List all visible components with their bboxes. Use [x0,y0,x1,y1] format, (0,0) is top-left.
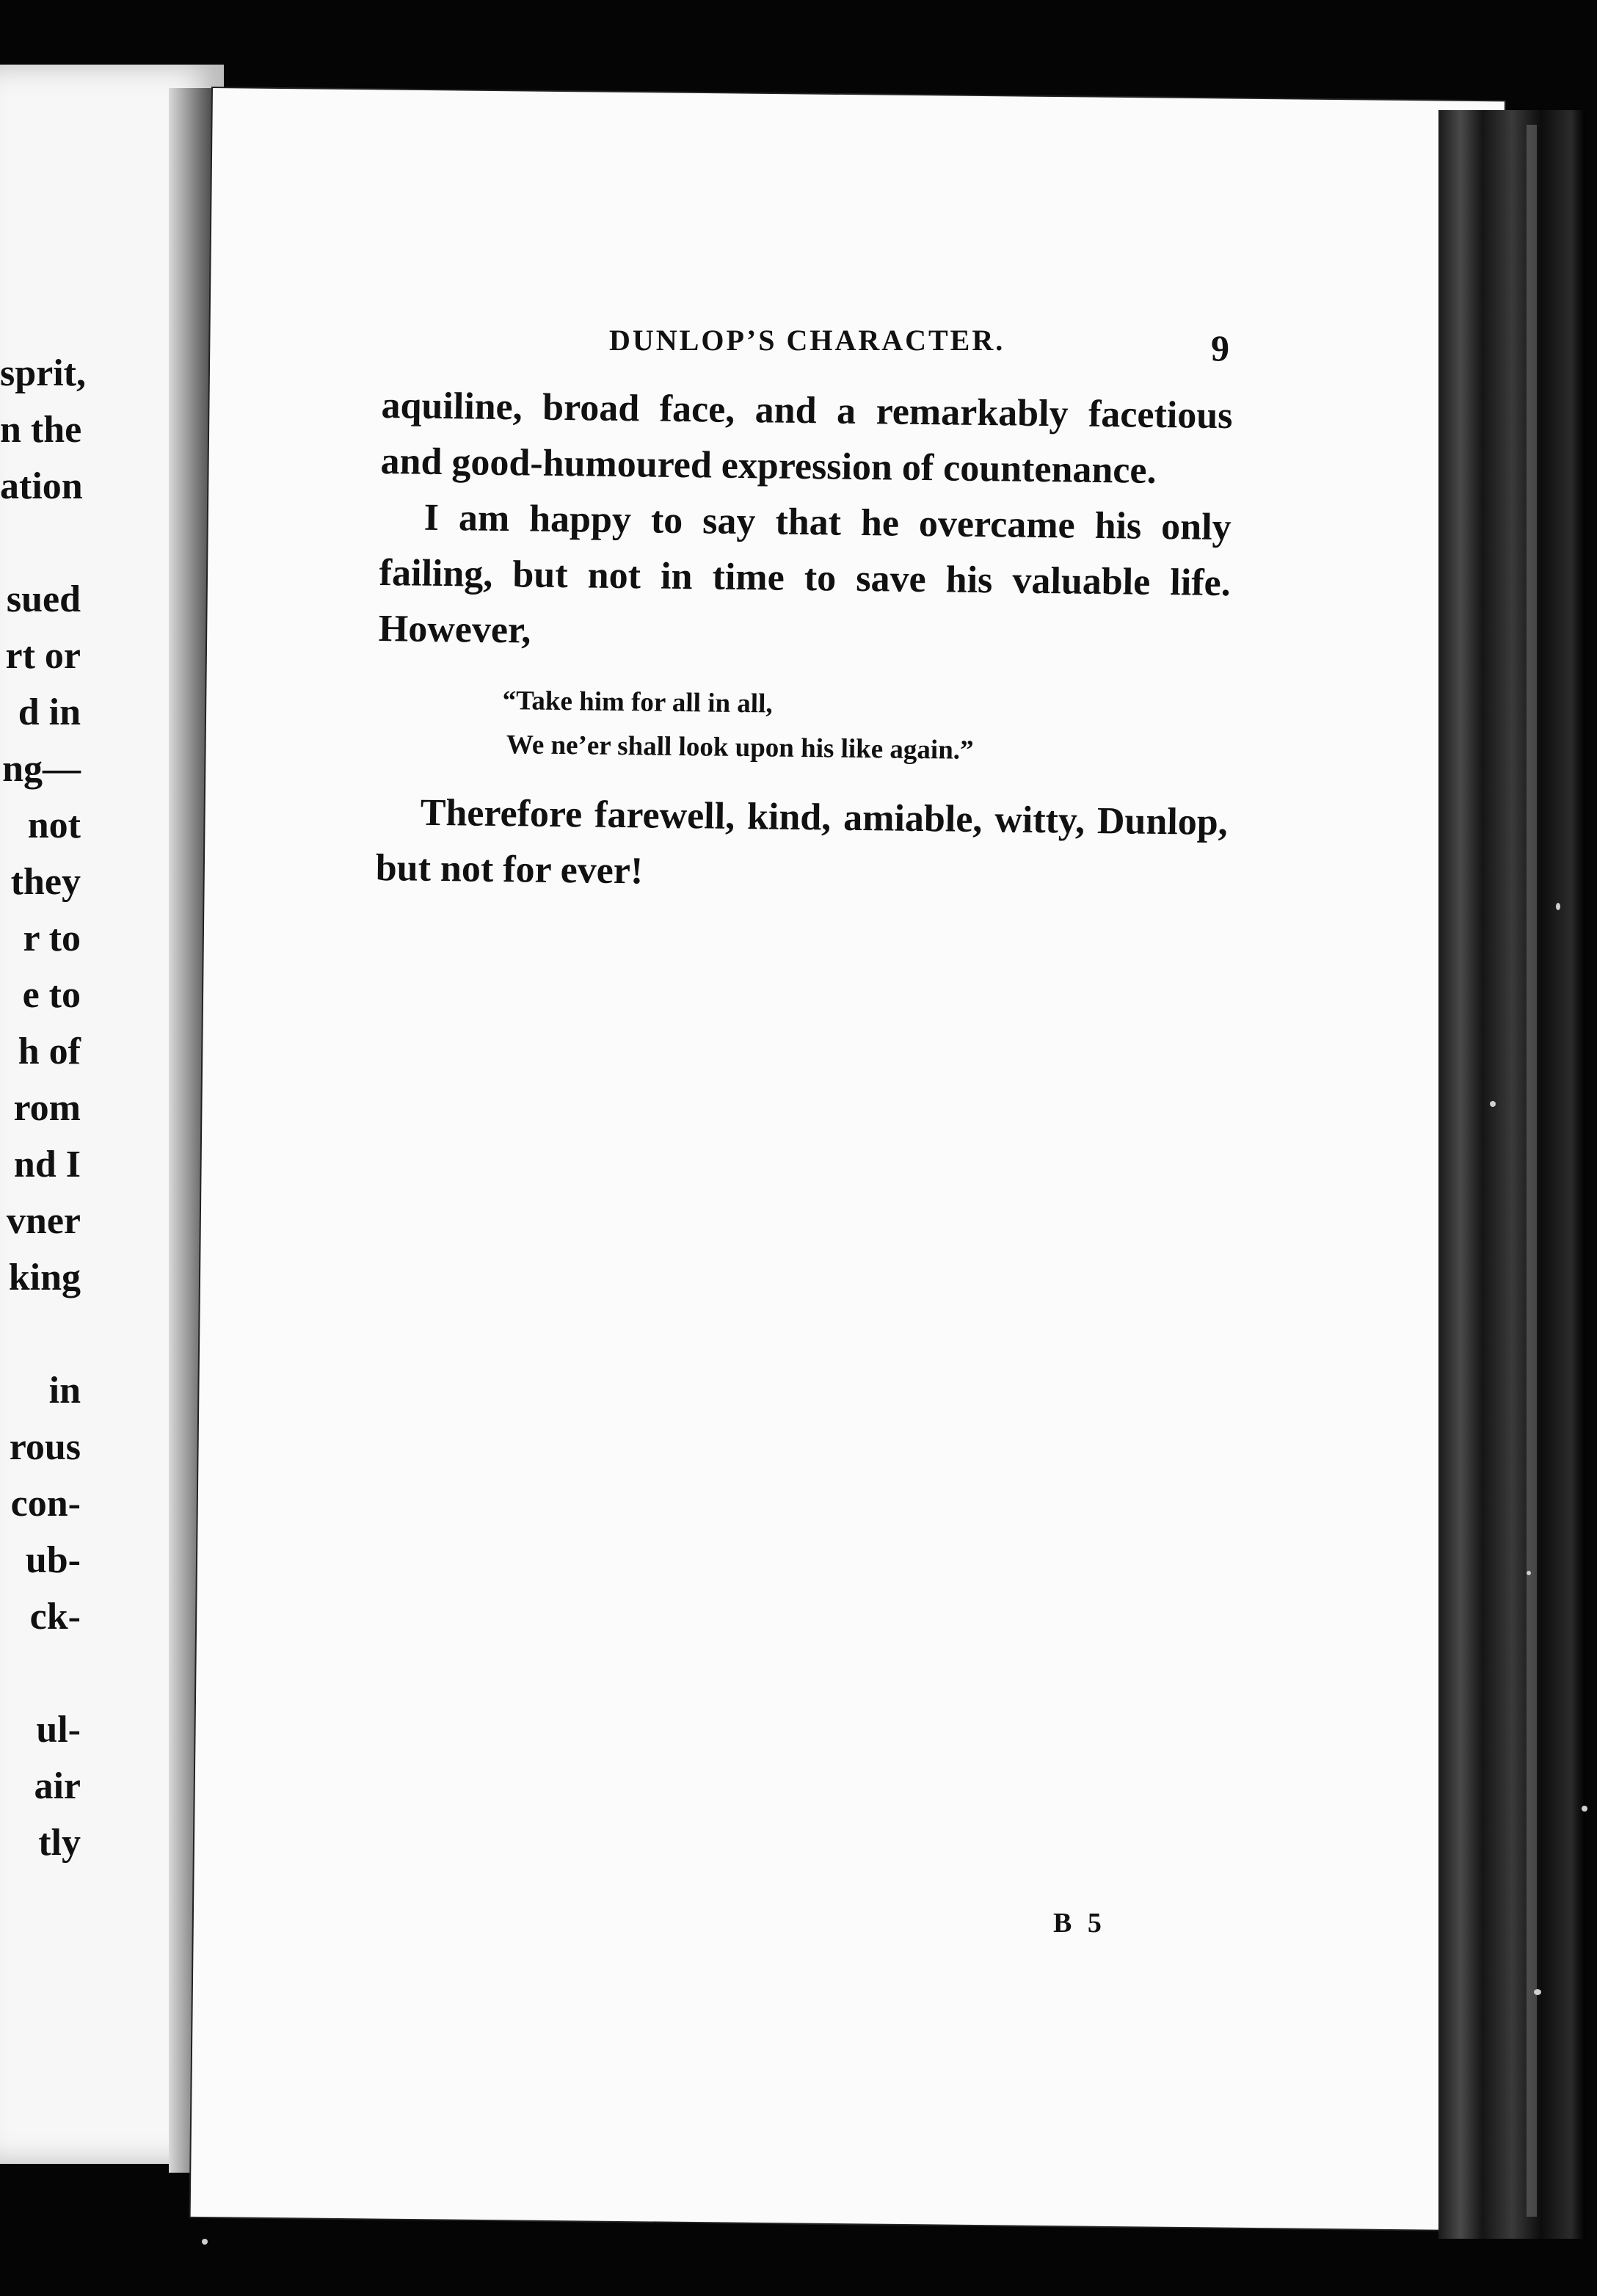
left-fragment-line: h of [18,1031,81,1072]
left-fragment-line: e to [22,974,81,1016]
left-fragment-line: r to [23,918,81,959]
paragraph: I am happy to say that he overcame his only failing, but not in time to save his valuable life. However, [378,496,1232,652]
left-fragment-line: sprit, [0,352,86,394]
left-fragment-line: nd I [13,1144,81,1185]
left-fragment-line: tly [38,1822,81,1864]
paragraph: Therefore farewell, kind, amiable, witty, Dunlop, but not for ever! [375,791,1229,893]
left-fragment-line: rt or [5,635,81,677]
left-fragment-line: vner [6,1200,81,1242]
book-edge [1438,110,1585,2239]
scan-speck [1582,1806,1587,1812]
scan-speck [1534,1989,1541,1995]
left-fragment-line: ck- [29,1596,81,1638]
left-fragment-line: con- [10,1483,81,1525]
left-fragment-line: they [10,861,81,903]
left-page-text-fragments [0,345,86,1871]
left-fragment-line: not [27,804,81,846]
left-fragment-gap [0,515,81,571]
left-fragment-line: ub- [25,1539,81,1581]
left-fragment-line: n the [0,409,82,451]
left-fragment-line: in [48,1370,81,1412]
scan-speck [1527,1571,1531,1575]
left-fragment-line: d in [18,691,81,733]
left-fragment-line: ation [0,465,83,507]
left-fragment-line: sued [6,578,81,620]
left-fragment-gap [0,1645,81,1701]
left-fragment-line: air [34,1765,81,1807]
left-fragment-line: rom [13,1087,81,1129]
quote-line: “Take him for all in all, [502,686,773,719]
left-fragment-line: ul- [36,1709,81,1751]
signature-mark: B 5 [1053,1908,1106,1939]
left-fragment-line: rous [9,1426,81,1468]
left-fragment-gap [0,1306,81,1362]
scan-speck [202,2239,208,2245]
scan-speck [1556,903,1560,910]
running-head: DUNLOP’S CHARACTER. [609,324,1005,357]
left-fragment-line: ng— [2,748,81,790]
page-number: 9 [1211,327,1229,368]
paragraph-continuation: aquiline, broad face, and a remarkably facetious and good-humoured expression of countenance. [380,384,1233,492]
book-edge-highlight [1527,125,1537,2217]
block-quote [377,677,1229,776]
left-fragment-line: king [8,1257,81,1298]
page-body [375,378,1233,907]
scan-speck [1490,1101,1496,1107]
quote-line: We ne’er shall look upon his like again.” [506,730,974,766]
